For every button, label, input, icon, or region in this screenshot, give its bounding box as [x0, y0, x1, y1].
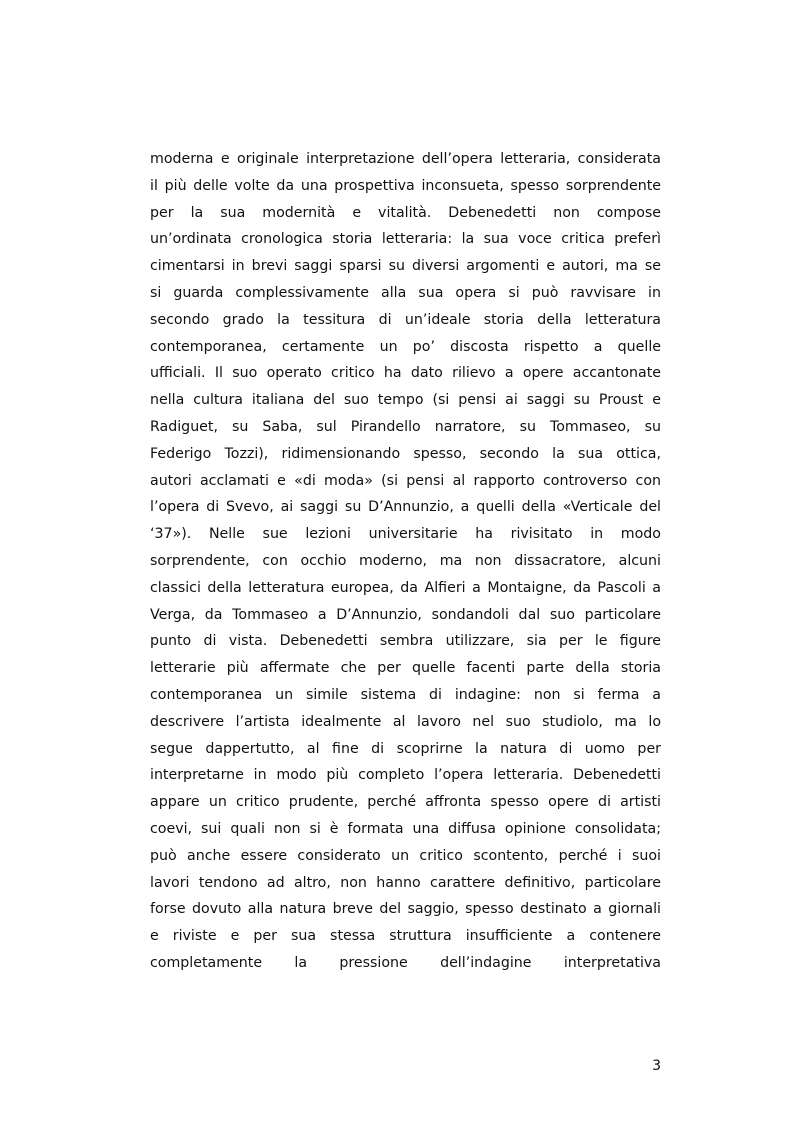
text-line: autori acclamati e «di moda» (si pensi al rapporto controverso con [150, 472, 661, 489]
text-line: forse dovuto alla natura breve del saggio, spesso destinato a giornali [150, 901, 661, 918]
text-line: l’opera di Svevo, ai saggi su D’Annunzio, a quelli della «Verticale del [150, 499, 661, 516]
text-line: secondo grado la tessitura di un’ideale storia della letteratura [150, 311, 661, 328]
text-line: moderna e originale interpretazione dell’opera letteraria, considerata [150, 151, 661, 167]
text-line: classici della letteratura europea, da Alfieri a Montaigne, da Pascoli a [150, 579, 661, 596]
text-line: contemporanea, certamente un po’ discosta rispetto a quelle [150, 338, 661, 355]
text-line: Verga, da Tommaseo a D’Annunzio, sondandoli dal suo particolare [150, 606, 661, 623]
text-line: interpretarne in modo più completo l’opera letteraria. Debenedetti [150, 767, 661, 784]
text-line: può anche essere considerato un critico scontento, perché i suoi [150, 847, 661, 864]
text-line: cimentarsi in brevi saggi sparsi su diversi argomenti e autori, ma se [150, 258, 661, 275]
text-line: Radiguet, su Saba, sul Pirandello narratore, su Tommaseo, su [150, 418, 661, 435]
text-line: appare un critico prudente, perché affronta spesso opere di artisti [150, 794, 661, 811]
text-line: completamente la pressione dell’indagine interpretativa [150, 954, 661, 971]
text-line: un’ordinata cronologica storia letteraria: la sua voce critica preferì [150, 231, 661, 248]
text-line: Federigo Tozzi), ridimensionando spesso, secondo la sua ottica, [150, 445, 661, 462]
text-line: letterarie più affermate che per quelle facenti parte della storia [150, 660, 661, 677]
text-line: coevi, sui quali non si è formata una diffusa opinione consolidata; [150, 820, 661, 837]
text-line: si guarda complessivamente alla sua opera si può ravvisare in [150, 284, 661, 301]
text-line: per la sua modernità e vitalità. Debenedetti non compose [150, 204, 661, 221]
text-line: e riviste e per sua stessa struttura insufficiente a contenere [150, 928, 661, 945]
text-line: il più delle volte da una prospettiva inconsueta, spesso sorprendente [150, 177, 661, 194]
text-line: ufficiali. Il suo operato critico ha dato rilievo a opere accantonate [150, 365, 661, 382]
text-line: lavori tendono ad altro, non hanno carattere definitivo, particolare [150, 874, 661, 891]
text-line: sorprendente, con occhio moderno, ma non dissacratore, alcuni [150, 552, 661, 569]
text-line: contemporanea un simile sistema di indagine: non si ferma a [150, 686, 661, 703]
text-line: descrivere l’artista idealmente al lavoro nel suo studiolo, ma lo [150, 713, 661, 730]
page-number: 3 [652, 1058, 661, 1074]
body-paragraph [150, 146, 661, 977]
text-line: ‘37»). Nelle sue lezioni universitarie ha rivisitato in modo [150, 526, 661, 543]
text-line: segue dappertutto, al fine di scoprirne la natura di uomo per [150, 740, 661, 757]
text-line: punto di vista. Debenedetti sembra utilizzare, sia per le figure [150, 633, 661, 650]
text-line: nella cultura italiana del suo tempo (si pensi ai saggi su Proust e [150, 392, 661, 409]
